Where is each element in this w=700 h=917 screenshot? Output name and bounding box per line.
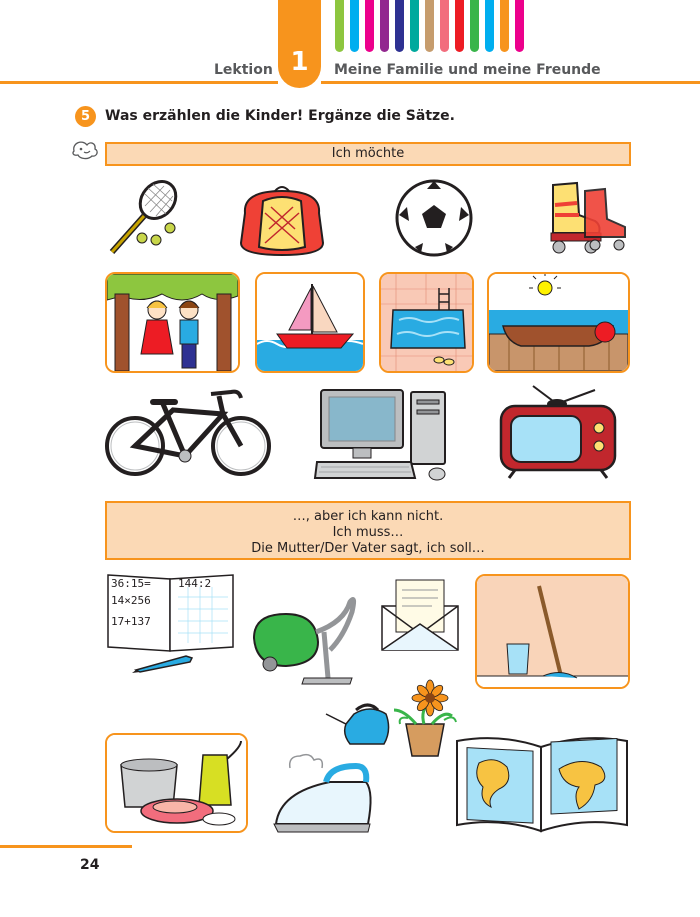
lesson-number: 1 (290, 47, 309, 77)
soccer-ball-icon (393, 177, 475, 259)
notebook-left-line3: 17+137 (111, 615, 151, 628)
stripe (350, 0, 359, 52)
iron-icon (270, 752, 380, 834)
box2-line3: Die Mutter/Der Vater sagt, ich soll… (251, 541, 485, 556)
roller-skates-icon (545, 175, 630, 260)
lesson-number-tab (278, 0, 321, 88)
tennis-racket-icon (100, 176, 185, 261)
footer-rule (0, 845, 132, 848)
box1-text: Ich möchte (331, 146, 405, 161)
atlas-book-icon (455, 733, 630, 833)
header-rule-right (321, 81, 700, 84)
speaking-icon (70, 137, 102, 161)
computer-icon (315, 388, 455, 484)
vacuum-cleaner-icon (240, 592, 365, 687)
letter-envelope-icon (380, 578, 460, 653)
header-rule-left (0, 81, 278, 84)
backpack-icon (235, 183, 330, 258)
notebook-left-line2: 14×256 (111, 594, 151, 607)
kettle-and-flowers-icon (320, 680, 460, 760)
stripe (410, 0, 419, 52)
stripe (365, 0, 374, 52)
sentence-box-aber-ich-kann-nicht (105, 501, 631, 560)
sentence-box-ich-moechte (105, 142, 631, 166)
stripe (470, 0, 479, 52)
friends-picture (107, 274, 238, 371)
lesson-label: Lektion (214, 62, 273, 78)
notebook-right-line1: 144:2 (178, 577, 212, 590)
chapter-title: Meine Familie und meine Freunde (334, 62, 601, 78)
exercise-instruction: Was erzählen die Kinder! Ergänze die Sätze. (105, 108, 455, 124)
stripe (455, 0, 464, 52)
friends-picture-frame (105, 272, 240, 373)
sailboat-icon (257, 274, 363, 371)
stripe (425, 0, 434, 52)
stripe (440, 0, 449, 52)
sailboat-picture-frame (255, 272, 365, 373)
math-notebook (108, 573, 233, 651)
tv-icon (495, 384, 625, 480)
bicycle-icon (103, 384, 273, 480)
box2-line1: …, aber ich kann nicht. (292, 509, 444, 524)
pool-picture-frame (379, 272, 474, 373)
stripe (485, 0, 494, 52)
stripe (515, 0, 524, 52)
dishes-picture-frame (105, 733, 248, 833)
swimming-pool-icon (381, 274, 472, 371)
mop-bucket-icon (477, 576, 628, 687)
rowboat-icon (489, 274, 628, 371)
stripe (335, 0, 344, 52)
mop-picture-frame (475, 574, 630, 689)
stripe (395, 0, 404, 52)
notebook-left-line1: 36:15= (111, 577, 151, 590)
stripe (500, 0, 509, 52)
stripe (380, 0, 389, 52)
rowboat-picture-frame (487, 272, 630, 373)
page-number: 24 (80, 857, 100, 873)
dirty-dishes-icon (107, 735, 246, 831)
exercise-number: 5 (80, 109, 91, 124)
box2-line2: Ich muss… (332, 525, 404, 540)
exercise-number-badge (75, 106, 96, 127)
pen-icon (132, 652, 197, 674)
